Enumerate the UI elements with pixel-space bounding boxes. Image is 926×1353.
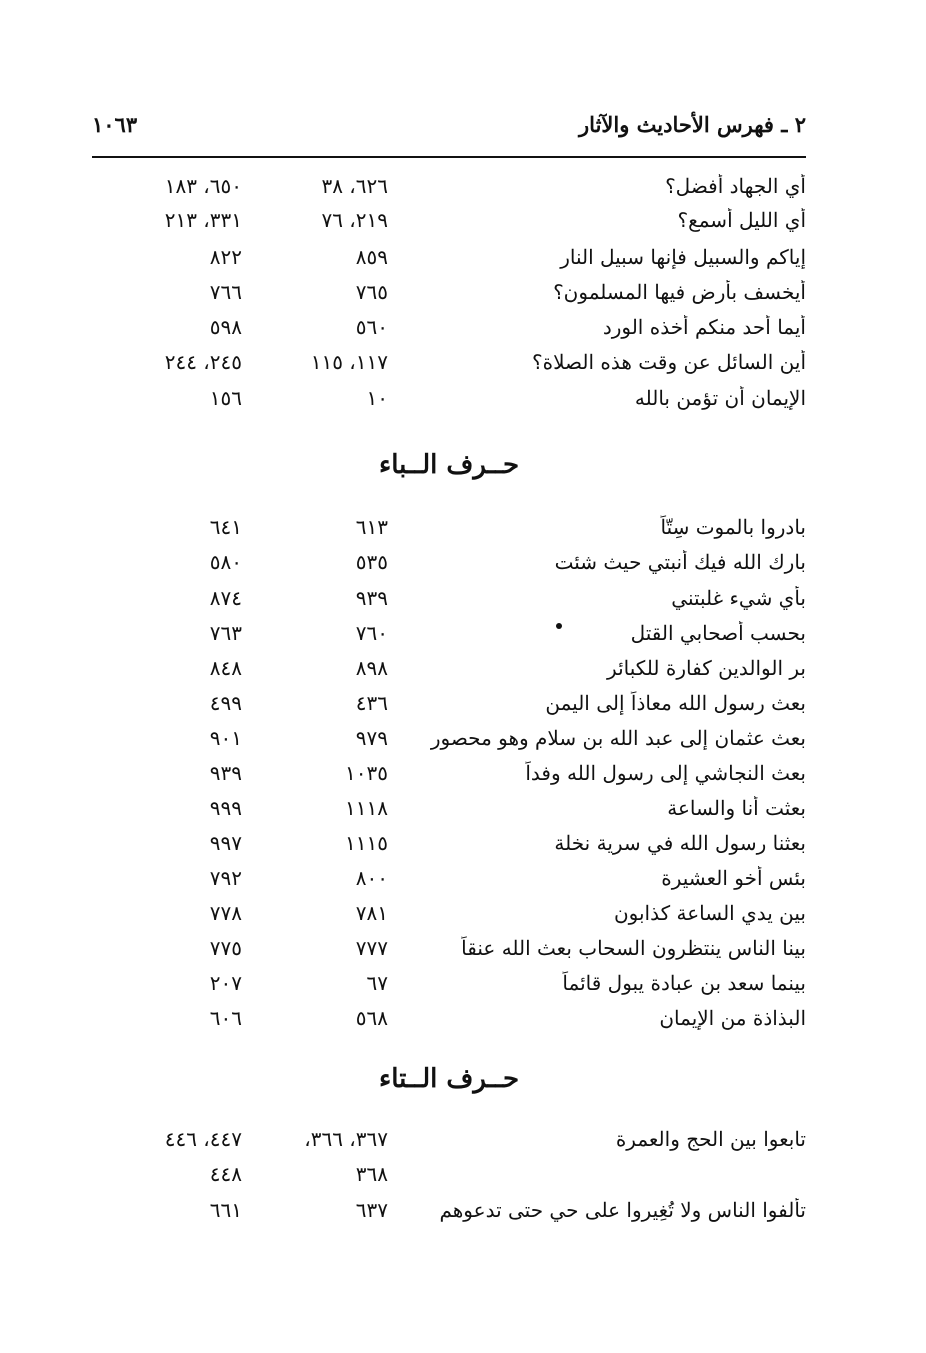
entry-refs-1: ٨٩٨ xyxy=(355,656,388,680)
entry-refs-1: ٧٧٧ xyxy=(355,936,388,960)
entry-text: بحسب أصحابي القتل xyxy=(630,621,806,645)
entry-refs-2: ٨٤٨ xyxy=(209,656,242,680)
entry-text: أي الليل أسمع؟ xyxy=(677,208,806,232)
entry-refs-1: ٤٣٦ xyxy=(355,691,388,715)
index-entry xyxy=(92,174,806,208)
entry-text: أين السائل عن وقت هذه الصلاة؟ xyxy=(532,350,806,374)
index-entry xyxy=(92,350,806,384)
entry-refs-1: ٧٦٠ xyxy=(355,621,388,645)
entry-text: بعثت أنا والساعة xyxy=(667,796,806,820)
entry-refs-2: ٣٣١، ٢١٣ xyxy=(164,208,242,232)
section-heading-taa: حــرف الــتاء xyxy=(378,1064,520,1094)
entry-refs-2: ٤٤٧، ٤٤٦ xyxy=(164,1127,242,1151)
index-entry xyxy=(92,656,806,690)
entry-text: بعث رسول الله معاذاً إلى اليمن xyxy=(545,691,806,715)
entry-refs-2: ٩٠١ xyxy=(209,726,242,750)
entry-refs-2: ٨٢٢ xyxy=(209,245,242,269)
index-entry xyxy=(92,245,806,279)
entry-refs-1: ٨٠٠ xyxy=(355,866,388,890)
entry-text: بئس أخو العشيرة xyxy=(661,866,806,890)
entry-refs-1: ٧٨١ xyxy=(355,901,388,925)
entry-refs-2: ٧٦٣ xyxy=(209,621,242,645)
entry-refs-2: ٥٩٨ xyxy=(209,315,242,339)
index-entry xyxy=(92,315,806,349)
entry-refs-1: ٦١٣ xyxy=(355,515,388,539)
index-entry xyxy=(92,586,806,620)
index-entry xyxy=(92,1198,806,1232)
entry-text: تابعوا بين الحج والعمرة xyxy=(615,1127,806,1151)
index-entry xyxy=(92,621,806,655)
entry-refs-2: ٩٩٧ xyxy=(209,831,242,855)
entry-refs-2: ٧٦٦ xyxy=(209,280,242,304)
index-entry xyxy=(92,831,806,865)
entry-text: بعثنا رسول الله في سرية نخلة xyxy=(554,831,806,855)
entry-refs-2: ٥٨٠ xyxy=(209,550,242,574)
entry-text: الإيمان أن تؤمن بالله xyxy=(634,386,806,410)
entry-refs-1: ١١١٥ xyxy=(345,831,388,855)
entry-refs-2: ١٥٦ xyxy=(209,386,242,410)
entry-text: بين يدي الساعة كذابون xyxy=(613,901,806,925)
index-entry xyxy=(92,761,806,795)
index-entry xyxy=(92,208,806,242)
entry-refs-1: ٦٧ xyxy=(366,971,388,995)
stray-dot xyxy=(556,623,562,629)
entry-refs-1: ٨٥٩ xyxy=(355,245,388,269)
header-title: ٢ ـ فهرس الأحاديث والآثار xyxy=(579,112,806,137)
entry-refs-1: ٦٢٦، ٣٨ xyxy=(321,174,388,198)
section-heading-baa: حــرف الــباء xyxy=(378,450,520,480)
index-entry xyxy=(92,901,806,935)
entry-refs-1: ٥٦٠ xyxy=(355,315,388,339)
entry-text: بينا الناس ينتظرون السحاب بعث الله عنقاً xyxy=(461,936,806,960)
entry-refs-1: ٩٧٩ xyxy=(355,726,388,750)
entry-text: بينما سعد بن عبادة يبول قائماً xyxy=(562,971,806,995)
entry-refs-2: ٤٤٨ xyxy=(209,1162,242,1186)
entry-refs-2: ٢٤٥، ٢٤٤ xyxy=(164,350,242,374)
index-entry xyxy=(92,691,806,725)
index-entry xyxy=(92,515,806,549)
index-entry xyxy=(92,1127,806,1161)
entry-refs-1: ١٠٣٥ xyxy=(345,761,388,785)
entry-text: بعث عثمان إلى عبد الله بن سلام وهو محصور xyxy=(430,726,806,750)
entry-text: بر الوالدين كفارة للكبائر xyxy=(607,656,806,680)
index-entry xyxy=(92,726,806,760)
entry-refs-1: ٧٦٥ xyxy=(355,280,388,304)
index-entry xyxy=(92,280,806,314)
entry-refs-2: ٧٩٢ xyxy=(209,866,242,890)
entry-refs-2: ٤٩٩ xyxy=(209,691,242,715)
index-entry xyxy=(92,386,806,420)
entry-refs-2: ٩٣٩ xyxy=(209,761,242,785)
entry-text: أيخسف بأرض فيها المسلمون؟ xyxy=(553,280,806,304)
index-entry xyxy=(92,936,806,970)
entry-refs-2: ٦٠٦ xyxy=(209,1006,242,1030)
page-number: ١٠٦٣ xyxy=(92,112,138,137)
running-header xyxy=(92,112,806,148)
entry-refs-2: ٦٥٠، ١٨٣ xyxy=(164,174,242,198)
header-rule xyxy=(92,156,806,158)
entry-refs-2: ٩٩٩ xyxy=(209,796,242,820)
entry-text: أي الجهاد أفضل؟ xyxy=(665,174,806,198)
entry-refs-2: ٦٤١ xyxy=(209,515,242,539)
entry-text: بأي شيء غلبتني xyxy=(671,586,806,610)
entry-refs-1: ٥٦٨ xyxy=(355,1006,388,1030)
entry-text: بادروا بالموت سِتّاً xyxy=(660,515,806,539)
index-entry xyxy=(92,866,806,900)
entry-refs-2: ٦٦١ xyxy=(209,1198,242,1222)
index-entry xyxy=(92,971,806,1005)
entry-refs-2: ٢٠٧ xyxy=(209,971,242,995)
entry-text: تألفوا الناس ولا تُغِيروا على حي حتى تدعوهم xyxy=(439,1198,806,1222)
index-entry xyxy=(92,1006,806,1040)
entry-refs-1: ٥٣٥ xyxy=(355,550,388,574)
entry-text: أيما أحد منكم أخذه الورد xyxy=(602,315,806,339)
entry-refs-1: ١١٧، ١١٥ xyxy=(310,350,388,374)
entry-text: بارك الله فيك أنبتي حيث شئت xyxy=(554,550,806,574)
entry-text: بعث النجاشي إلى رسول الله وفداً xyxy=(525,761,806,785)
index-entry xyxy=(92,550,806,584)
entry-text: إياكم والسبيل فإنها سبيل النار xyxy=(560,245,806,269)
index-entry-continuation xyxy=(92,1162,806,1196)
entry-text: البذاذة من الإيمان xyxy=(659,1006,806,1030)
entry-refs-1: ٣٦٧، ٣٦٦، xyxy=(304,1127,388,1151)
entry-refs-2: ٧٧٨ xyxy=(209,901,242,925)
entry-refs-1: ٩٣٩ xyxy=(355,586,388,610)
entry-refs-2: ٨٧٤ xyxy=(209,586,242,610)
entry-refs-1: ٦٣٧ xyxy=(355,1198,388,1222)
entry-refs-2: ٧٧٥ xyxy=(209,936,242,960)
entry-refs-1: ٢١٩، ٧٦ xyxy=(321,208,388,232)
entry-refs-1: ٣٦٨ xyxy=(355,1162,388,1186)
entry-refs-1: ١١١٨ xyxy=(345,796,388,820)
entry-refs-1: ١٠ xyxy=(366,386,388,410)
index-entry xyxy=(92,796,806,830)
